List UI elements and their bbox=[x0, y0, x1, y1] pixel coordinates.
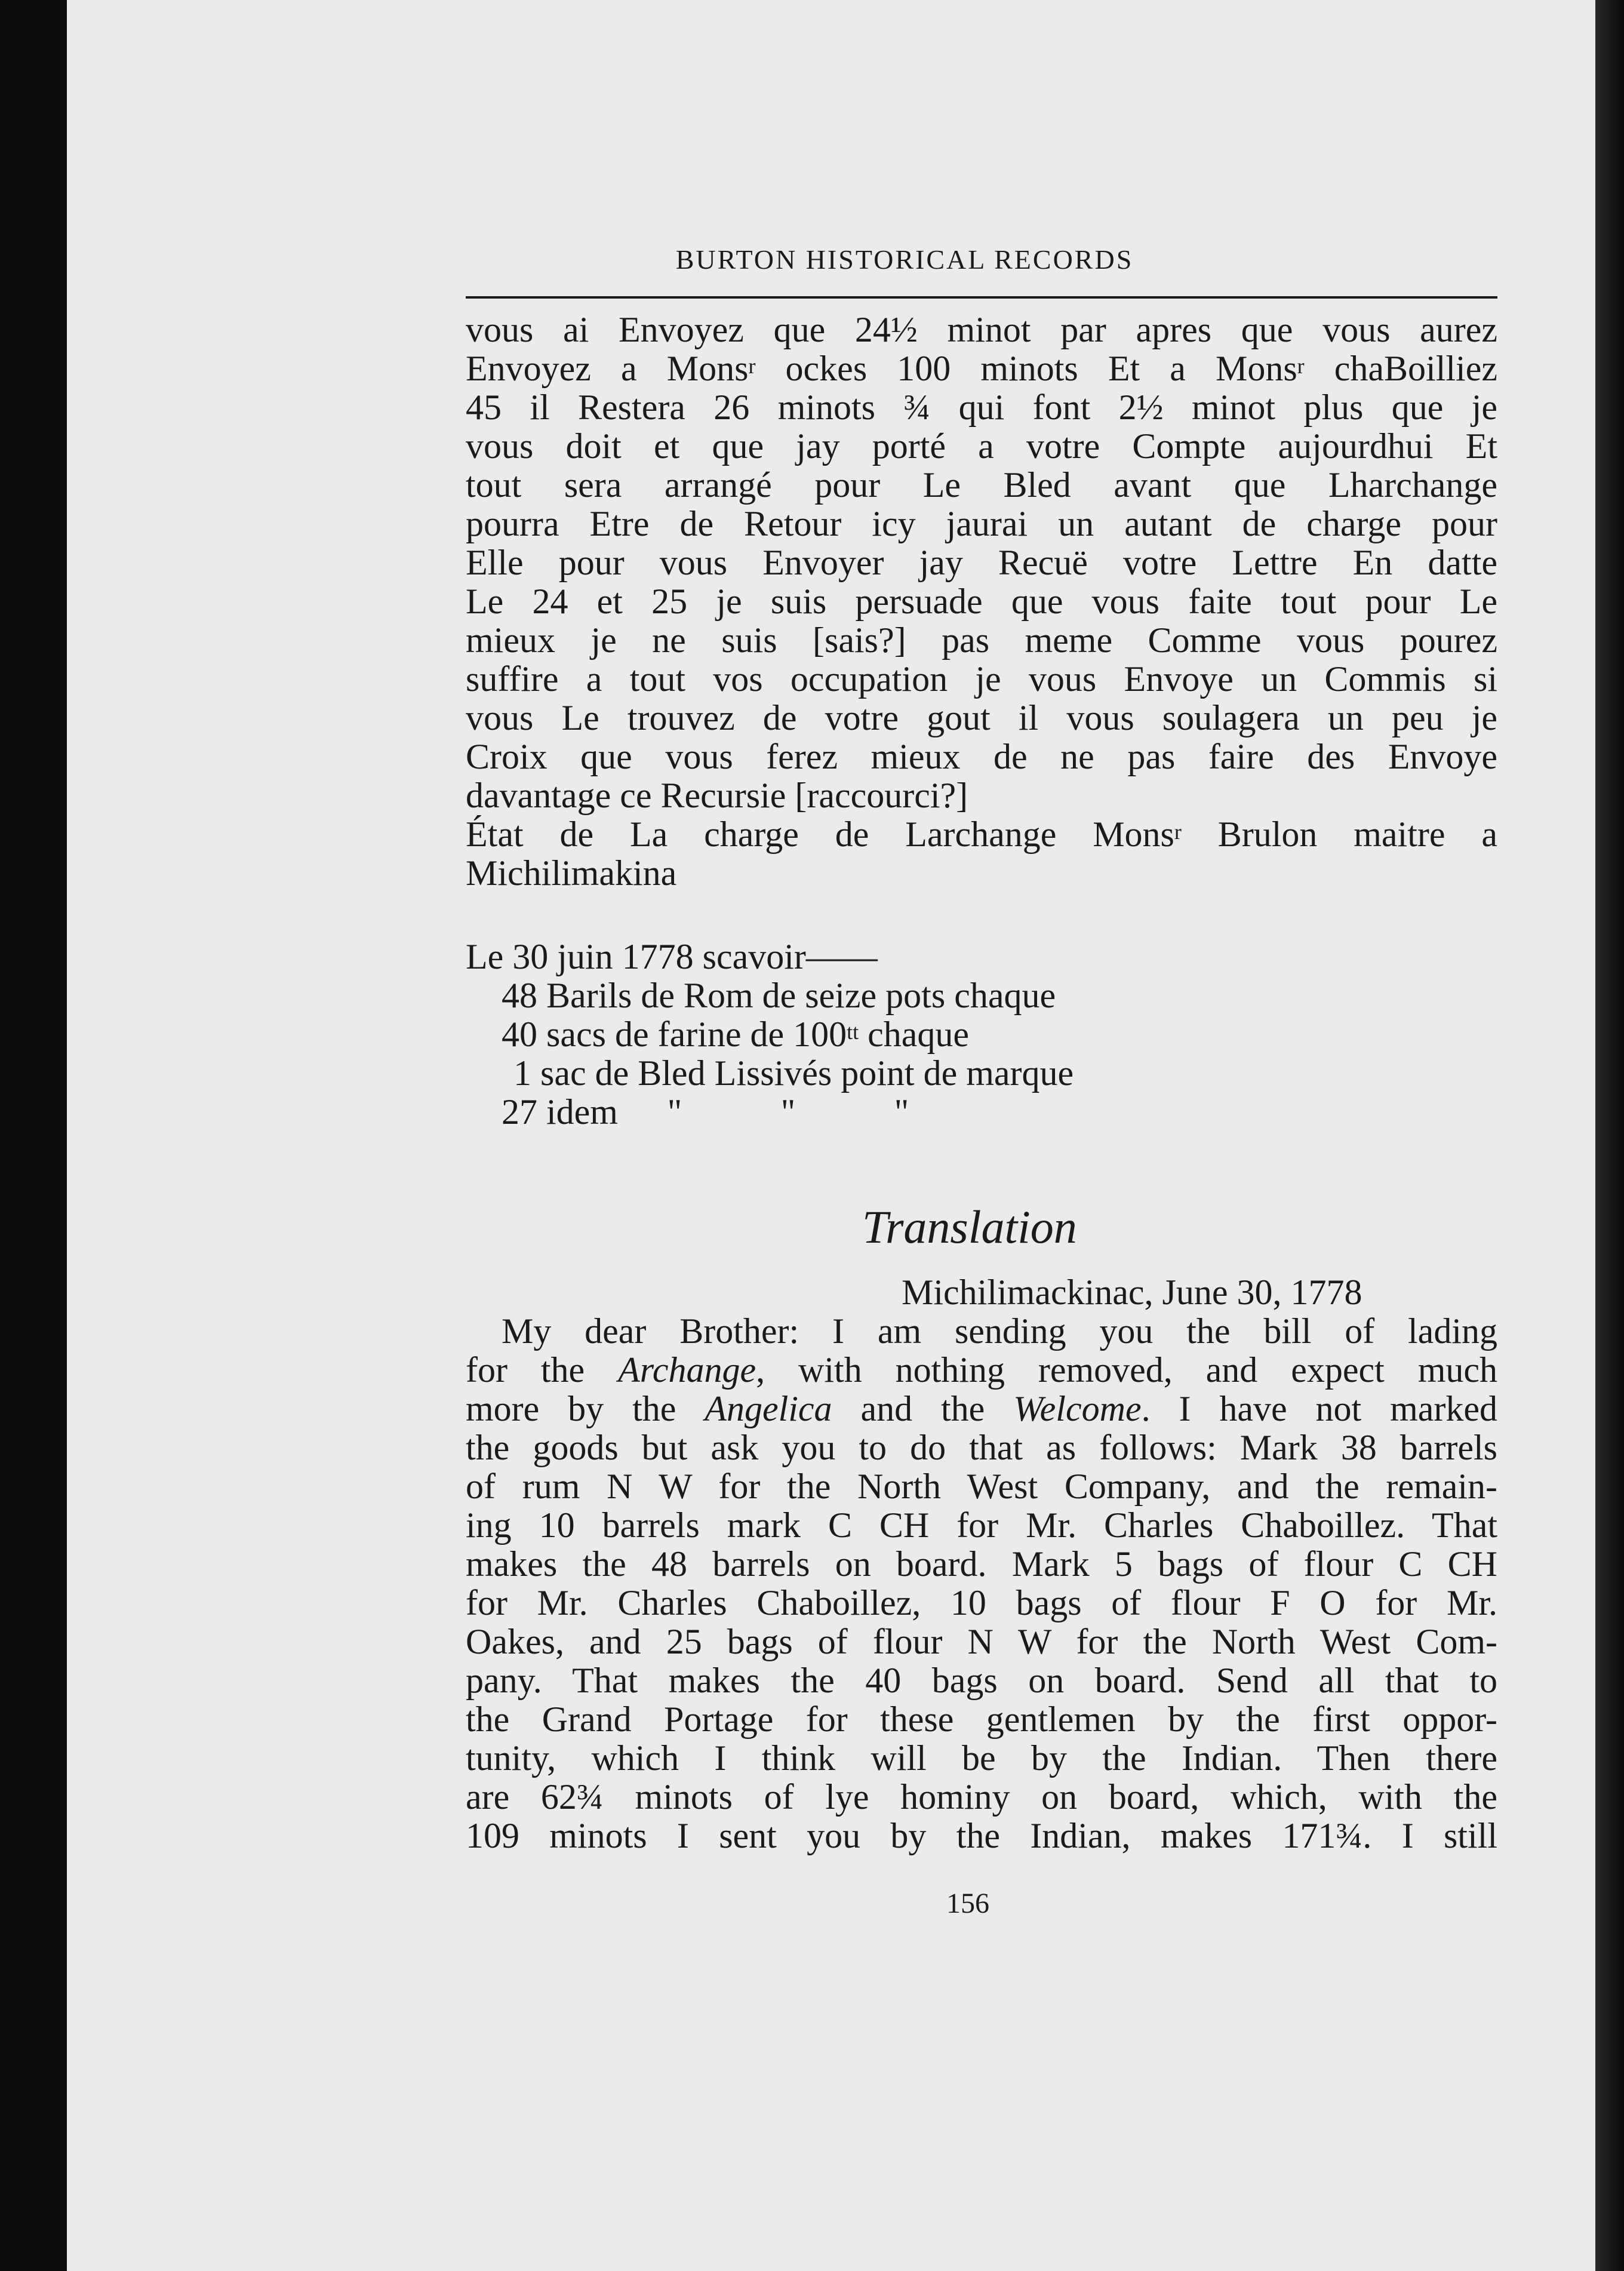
cargo-manifest bbox=[466, 938, 1497, 1132]
manifest-date-line: Le 30 juin 1778 scavoir—— bbox=[466, 937, 878, 976]
ship-name: Archange bbox=[618, 1350, 756, 1390]
text-line: Envoyez a Mons$^r$ ockes 100 minots Et a Mons$^r$ chaBoilliez bbox=[466, 349, 1497, 388]
text-line: My dear Brother: I am sending you the bill of lading bbox=[502, 1311, 1497, 1351]
text-line: davantage ce Recursie [raccourci?] bbox=[466, 776, 968, 815]
letter-dateline: Michilimackinac, June 30, 1778 bbox=[902, 1273, 1362, 1312]
text-line: 45 il Restera 26 minots ¾ qui font 2½ minot plus que je bbox=[466, 388, 1497, 427]
text-line: Michilimakina bbox=[466, 853, 677, 893]
text-line: are 62¾ minots of lye hominy on board, which, with the bbox=[466, 1777, 1497, 1817]
text-line: the goods but ask you to do that as follows: Mark 38 barrels bbox=[466, 1428, 1497, 1467]
text-line: tout sera arrangé pour Le Bled avant que Lharchange bbox=[466, 465, 1497, 505]
text-line: Le 24 et 25 je suis persuade que vous faite tout pour Le bbox=[466, 582, 1497, 621]
text-line: of rum N W for the North West Company, and the remain- bbox=[466, 1467, 1497, 1506]
ditto-mark: " bbox=[667, 1092, 682, 1132]
text-line: État de La charge de Larchange Mons$^r$ Brulon maitre a bbox=[466, 815, 1497, 854]
text-line: vous Le trouvez de votre gout il vous soulagera un peu je bbox=[466, 698, 1497, 737]
text-line: pourra Etre de Retour icy jaurai un autant de charge pour bbox=[466, 504, 1497, 543]
french-text-block bbox=[466, 311, 1497, 893]
running-head: BURTON HISTORICAL RECORDS bbox=[675, 244, 1134, 275]
ditto-mark: " bbox=[780, 1092, 796, 1132]
manifest-item: 40 sacs de farine de $100^{tt}$ chaque bbox=[502, 1015, 970, 1054]
page-edge-shadow bbox=[1595, 0, 1624, 2271]
ditto-mark: " bbox=[894, 1092, 909, 1132]
page-number: 156 bbox=[946, 1888, 989, 1919]
text-line: pany. That makes the 40 bags on board. Send all that to bbox=[466, 1661, 1497, 1700]
text-line: Croix que vous ferez mieux de ne pas faire des Envoye bbox=[466, 737, 1497, 776]
text-line: ing 10 barrels mark C CH for Mr. Charles Chaboillez. That bbox=[466, 1505, 1497, 1545]
text-line: suffire a tout vos occupation je vous Envoye un Commis si bbox=[466, 659, 1497, 699]
translation-text-block bbox=[466, 1312, 1497, 1855]
text-line: 109 minots I sent you by the Indian, makes 171¾. I still bbox=[466, 1816, 1497, 1855]
text-line: for the Archange, with nothing removed, and expect much bbox=[466, 1350, 1497, 1390]
text-line: vous doit et que jay porté a votre Compte aujourdhui Et bbox=[466, 426, 1497, 466]
text-line: the Grand Portage for these gentlemen by the first oppor- bbox=[466, 1700, 1497, 1739]
ship-name: Welcome bbox=[1013, 1389, 1142, 1428]
manifest-item: 27 idem " " " bbox=[466, 1093, 1497, 1132]
manifest-item: 48 Barils de Rom de seize pots chaque bbox=[502, 976, 1056, 1015]
translation-heading: Translation bbox=[862, 1201, 1077, 1253]
text-line: makes the 48 barrels on board. Mark 5 bags of flour C CH bbox=[466, 1544, 1497, 1584]
text-line: Oakes, and 25 bags of flour N W for the North West Com- bbox=[466, 1622, 1497, 1661]
ship-name: Angelica bbox=[705, 1389, 832, 1428]
text-line: Elle pour vous Envoyer jay Recuë votre Lettre En datte bbox=[466, 543, 1497, 582]
text-line: for Mr. Charles Chaboillez, 10 bags of flour F O for Mr. bbox=[466, 1583, 1497, 1622]
manifest-item: 1 sac de Bled Lissivés point de marque bbox=[513, 1053, 1074, 1093]
text-line: mieux je ne suis [sais?] pas meme Comme vous pourez bbox=[466, 620, 1497, 660]
text-line: more by the Angelica and the Welcome. I have not marked bbox=[466, 1389, 1498, 1428]
text-line: vous ai Envoyez que 24½ minot par apres que vous aurez bbox=[466, 310, 1497, 349]
text-line: tunity, which I think will be by the Indian. Then there bbox=[466, 1738, 1497, 1778]
header-rule bbox=[466, 296, 1497, 299]
